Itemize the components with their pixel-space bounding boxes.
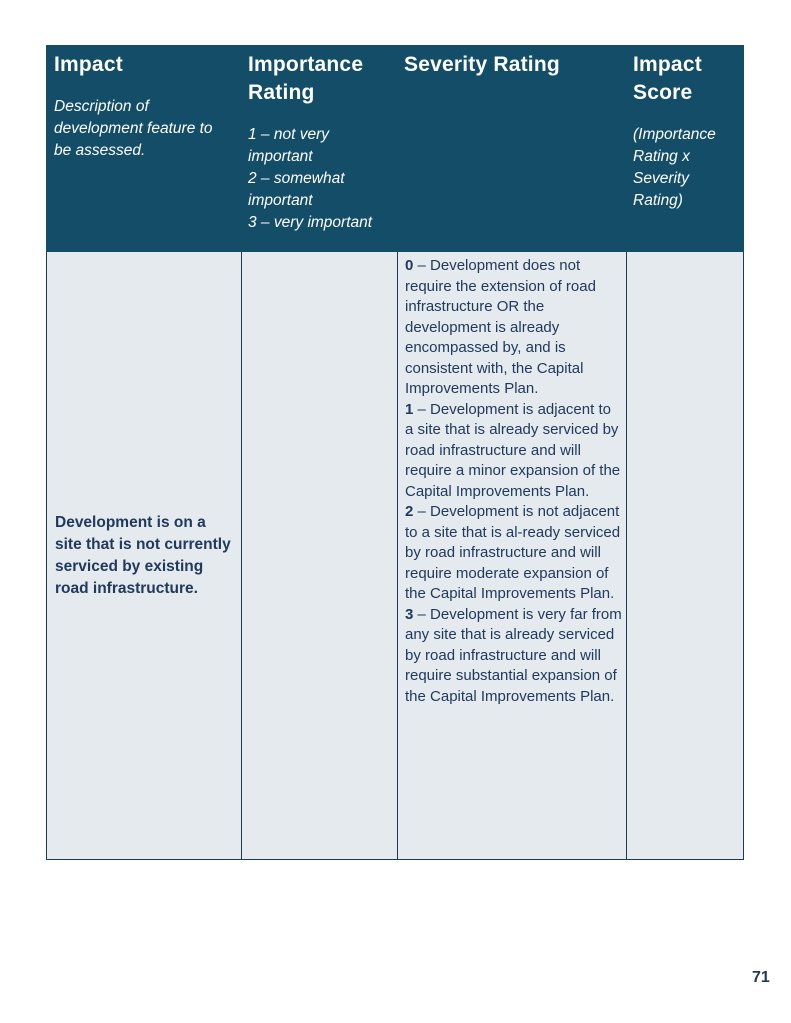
- header-cell-severity-rating: [396, 45, 625, 252]
- table-body-row: [46, 252, 744, 860]
- legend-line-3: 3 – very important: [248, 214, 373, 231]
- cell-impact-score: [626, 252, 745, 859]
- legend-line-2: 2 – somewhat important: [248, 170, 345, 209]
- page-number: 71: [752, 969, 770, 986]
- header-importance-title: Importance Rating: [248, 53, 364, 104]
- header-cell-importance-rating: [240, 45, 396, 252]
- header-cell-impact-score: [625, 45, 744, 252]
- cell-severity-rating: [397, 252, 626, 859]
- severity-item-1: [405, 400, 622, 503]
- header-severity-title: Severity Rating: [404, 53, 560, 76]
- impact-assessment-table: [46, 45, 744, 860]
- severity-item-2-text: – Development is not adjacent to a site that is al-ready serviced by road infrastructure and will require moderate expansion of the Capital Improvements Plan.: [405, 503, 621, 602]
- importance-rating-legend: [248, 124, 388, 234]
- legend-line-1: 1 – not very important: [248, 126, 329, 165]
- cell-importance-rating: [241, 252, 397, 859]
- header-score-title: Impact Score: [633, 53, 702, 104]
- severity-item-1-text: – Development is adjacent to a site that is already serviced by road infrastructure and will require a minor expansion of the Capital Improvements Plan.: [405, 400, 621, 500]
- severity-item-0-number: 0: [405, 257, 414, 274]
- header-score-subtitle: (Importance Rating x Severity Rating): [633, 126, 716, 209]
- header-impact-title: Impact: [54, 53, 123, 76]
- severity-item-2-number: 2: [405, 503, 414, 520]
- impact-description: Development is on a site that is not currently serviced by existing road infrastructure.: [55, 513, 231, 597]
- severity-item-2: [405, 502, 622, 605]
- header-cell-impact: [46, 45, 240, 252]
- severity-item-1-number: 1: [405, 400, 414, 418]
- severity-item-0: [405, 256, 622, 400]
- severity-item-3-text: – Development is very far from any site that is already serviced by road infrastructure and will require substantial expansion of the Capital Improvements Plan.: [405, 605, 622, 705]
- cell-impact: [47, 252, 241, 859]
- severity-item-3: [405, 605, 622, 708]
- severity-item-3-number: 3: [405, 605, 414, 623]
- header-impact-subtitle: Description of development feature to be assessed.: [54, 98, 213, 159]
- table-header-row: [46, 45, 744, 252]
- severity-item-0-text: – Development does not require the extension of road infrastructure OR the development is already encompassed by, and is consistent with, the Capital Improvements Plan.: [405, 257, 596, 397]
